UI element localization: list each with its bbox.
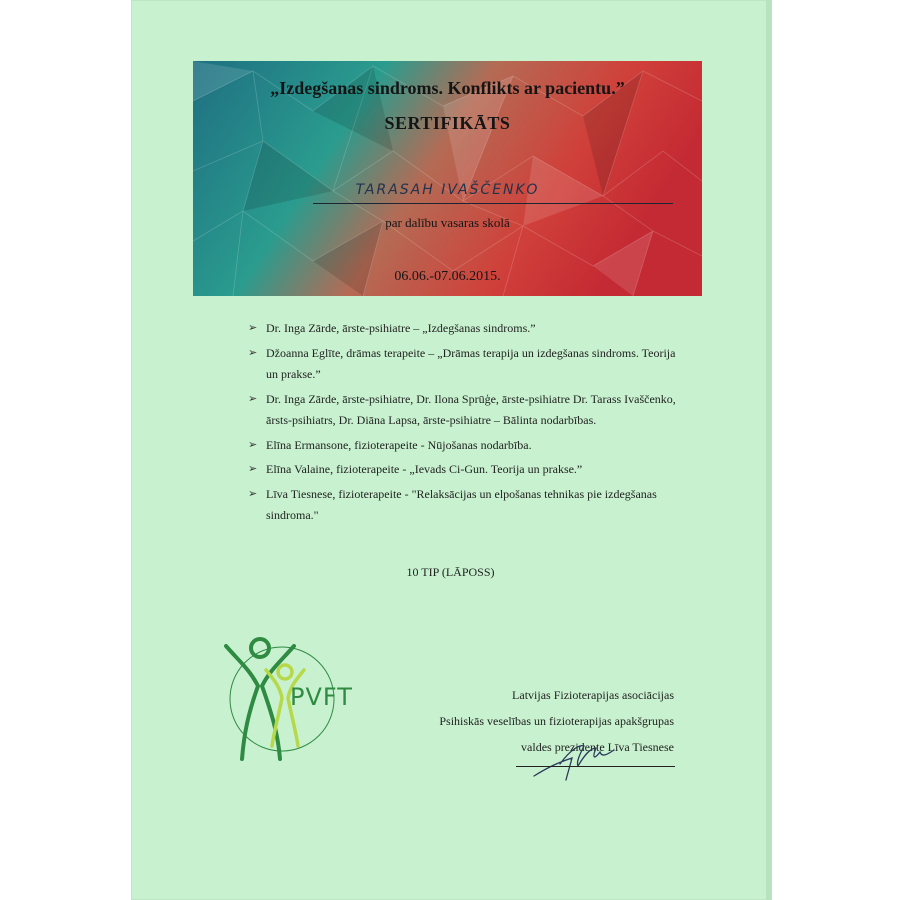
organization-line-3: valdes prezidente Līva Tiesnese <box>521 740 674 754</box>
organization-line-2: Psihiskās veselības un fizioterapijas apakšgrupas <box>439 714 674 728</box>
list-item <box>248 484 678 527</box>
list-item <box>248 343 678 386</box>
signature-line <box>516 766 675 767</box>
paper-edge <box>766 0 772 900</box>
recipient-underline <box>313 203 673 204</box>
event-dates: 06.06.-07.06.2015. <box>394 269 501 284</box>
arrow-bullet-icon: ➢ <box>248 487 258 500</box>
list-item <box>248 389 678 432</box>
arrow-bullet-icon: ➢ <box>248 346 258 359</box>
organization-line-1: Latvijas Fizioterapijas asociācijas <box>512 688 674 702</box>
recipient-name: TARASAH IVAŠČENKO <box>355 182 540 198</box>
lecture-text: Elīna Valaine, fizioterapeite - „Ievads Ci-Gun. Teorija un prakse.” <box>266 462 583 476</box>
credit-points: 10 TIP (LĀPOSS) <box>406 565 495 579</box>
participation-text: par dalību vasaras skolā <box>385 215 510 230</box>
arrow-bullet-icon: ➢ <box>248 392 258 405</box>
lecture-text: Dr. Inga Zārde, ārste-psihiatre, Dr. Ilona Sprūģe, ārste-psihiatre Dr. Tarass Ivaščenko, ārsts-psihiatrs, Dr. Diāna Lapsa, ārste-psihiatre – Bālinta nodarbības. <box>266 391 676 427</box>
lecture-text: Līva Tiesnese, fizioterapeite - "Relaksācijas un elpošanas tehnikas pie izdegšanas sindroma." <box>266 486 657 522</box>
course-title: „Izdegšanas sindroms. Konflikts ar pacientu.” <box>270 78 625 98</box>
list-item <box>248 318 678 340</box>
lecture-text: Džoanna Eglīte, drāmas terapeite – „Drāmas terapija un izdegšanas sindroms. Teorija un prakse.” <box>266 345 676 381</box>
certificate-heading: SERTIFIKĀTS <box>384 113 511 133</box>
arrow-bullet-icon: ➢ <box>248 463 258 475</box>
lecture-text: Elīna Ermansone, fizioterapeite - Nūjošanas nodarbība. <box>266 437 532 452</box>
arrow-bullet-icon: ➢ <box>248 322 258 334</box>
list-item <box>248 459 678 481</box>
lecture-text: Dr. Inga Zārde, ārste-psihiatre – „Izdegšanas sindroms.” <box>266 321 536 335</box>
handwritten-signature <box>530 736 620 786</box>
logo-text: PVFT <box>290 683 353 711</box>
arrow-bullet-icon: ➢ <box>248 438 258 451</box>
certificate-banner <box>193 61 702 296</box>
list-item <box>248 435 678 457</box>
lecture-list <box>248 318 678 530</box>
